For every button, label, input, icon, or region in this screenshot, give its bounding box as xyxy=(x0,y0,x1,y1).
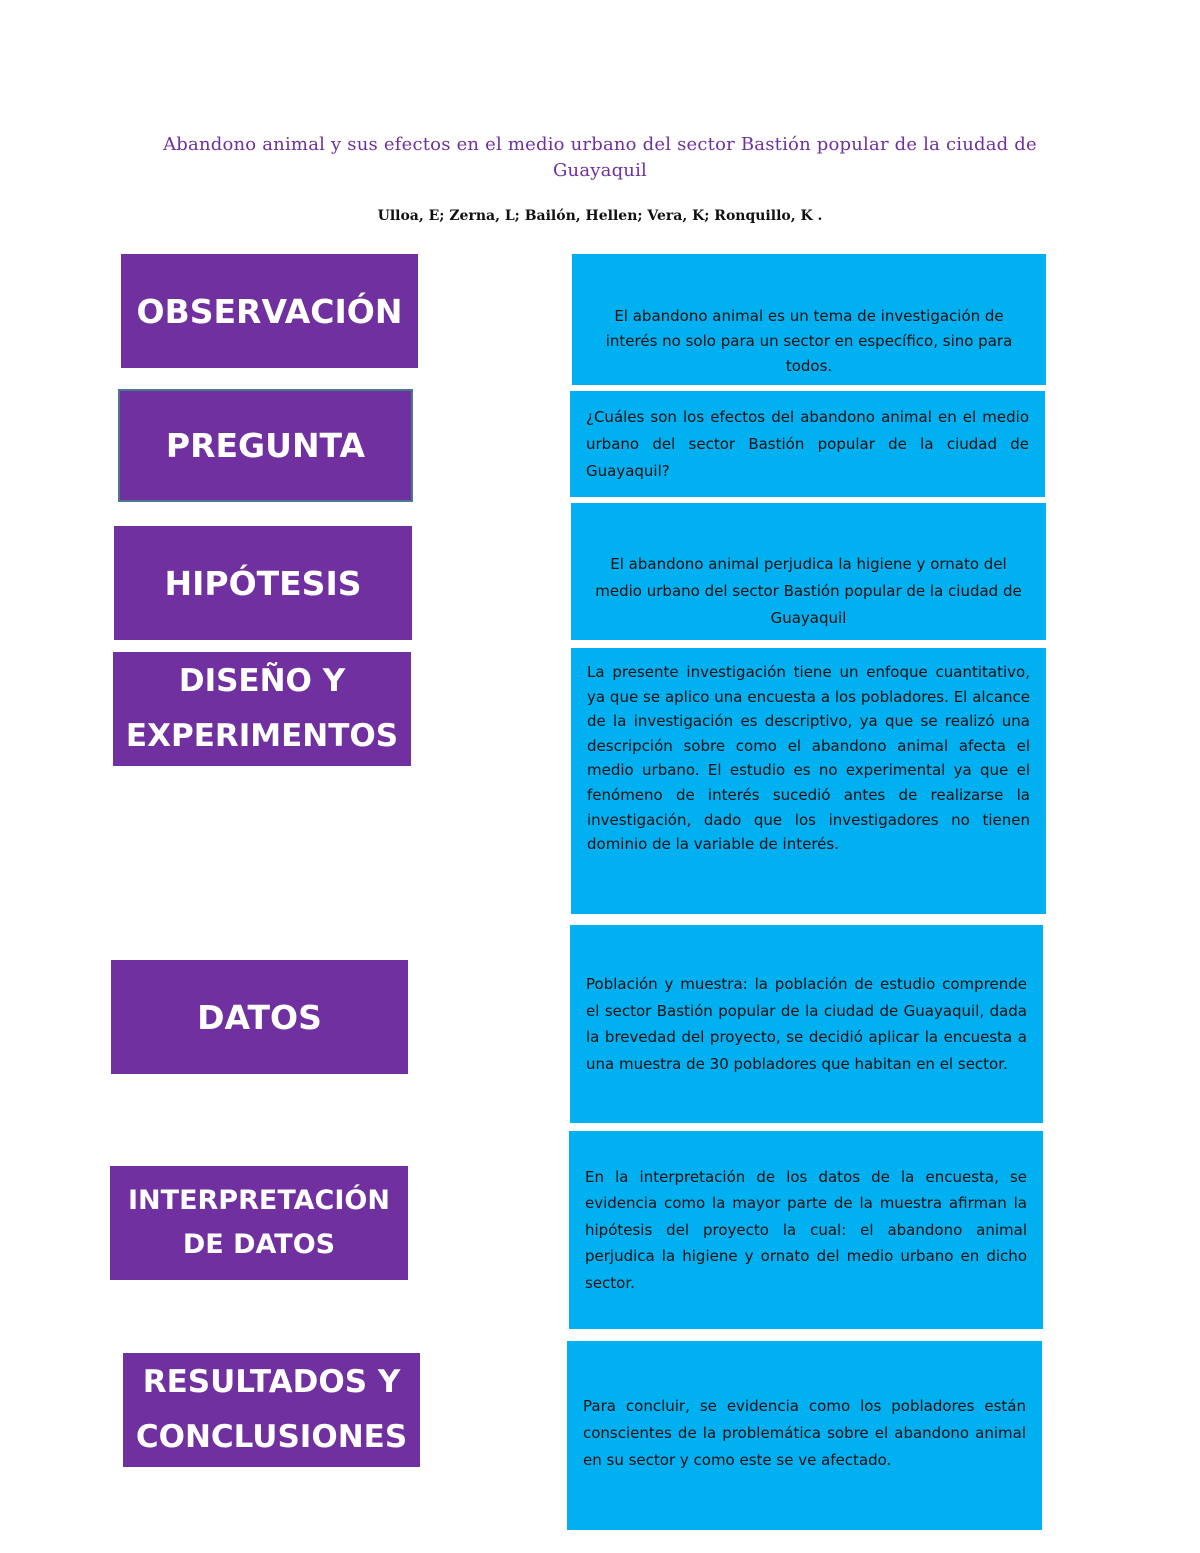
step-box-pregunta xyxy=(118,389,413,502)
desc-box-observacion xyxy=(572,254,1046,385)
desc-text: Para concluir, se evidencia como los pobladores están conscientes de la problemática sobre el abandono animal en su sector y como este se ve afectado. xyxy=(583,1397,1026,1469)
desc-text: En la interpretación de los datos de la encuesta, se evidencia como la mayor parte de la muestra afirman la hipótesis del proyecto la cual: el abandono animal perjudica la higiene y ornato del medio urbano en dicho sector. xyxy=(585,1167,1027,1292)
step-label: PREGUNTA xyxy=(165,426,366,465)
desc-text: La presente investigación tiene un enfoque cuantitativo, ya que se aplico una encuesta a los pobladores. El alcance de la investigación es descriptivo, ya que se realizó una descripción sobre como el abandono animal afecta el medio urbano. El estudio es no experimental ya que el fenómeno de interés sucedió antes de realizarse la investigación, dado que los investigadores no tienen dominio de la variable de interés. xyxy=(587,663,1030,854)
step-label: RESULTADOS Y CONCLUSIONES xyxy=(135,1364,408,1455)
desc-text: El abandono animal perjudica la higiene y ornato del medio urbano del sector Bastión popular de la ciudad de Guayaquil xyxy=(595,555,1022,627)
step-label: OBSERVACIÓN xyxy=(136,291,403,331)
document-title: Abandono animal y sus efectos en el medio urbano del sector Bastión popular de la ciudad de Guayaquil xyxy=(163,134,1037,181)
authors-line: Ulloa, E; Zerna, L; Bailón, Hellen; Vera, K; Ronquillo, K . xyxy=(377,208,823,224)
desc-box-pregunta xyxy=(570,391,1045,497)
desc-box-hipotesis xyxy=(571,503,1046,640)
step-label: DISEÑO Y EXPERIMENTOS xyxy=(125,663,399,754)
step-box-observacion xyxy=(121,254,418,368)
step-label: DATOS xyxy=(197,997,322,1037)
step-box-diseno-experimentos xyxy=(113,652,411,766)
desc-box-resultados-conclusiones xyxy=(567,1341,1042,1530)
step-box-resultados-conclusiones xyxy=(123,1353,420,1467)
desc-text: ¿Cuáles son los efectos del abandono animal en el medio urbano del sector Bastión popular de la ciudad de Guayaquil? xyxy=(586,407,1029,480)
step-label: INTERPRETACIÓN DE DATOS xyxy=(128,1185,390,1260)
desc-box-interpretacion-datos xyxy=(569,1131,1043,1329)
step-box-interpretacion-datos xyxy=(110,1166,408,1280)
desc-text: Población y muestra: la población de estudio comprende el sector Bastión popular de la ciudad de Guayaquil, dada la brevedad del proyecto, se decidió aplicar la encuesta a una muestra de 30 pobladores que habitan en el sector. xyxy=(586,975,1027,1073)
desc-box-datos xyxy=(570,925,1043,1123)
desc-text: El abandono animal es un tema de investigación de interés no solo para un sector en específico, sino para todos. xyxy=(605,307,1013,375)
step-box-hipotesis xyxy=(114,526,412,640)
step-box-datos xyxy=(111,960,408,1074)
desc-box-diseno-experimentos xyxy=(571,648,1046,914)
step-label: HIPÓTESIS xyxy=(164,563,362,603)
